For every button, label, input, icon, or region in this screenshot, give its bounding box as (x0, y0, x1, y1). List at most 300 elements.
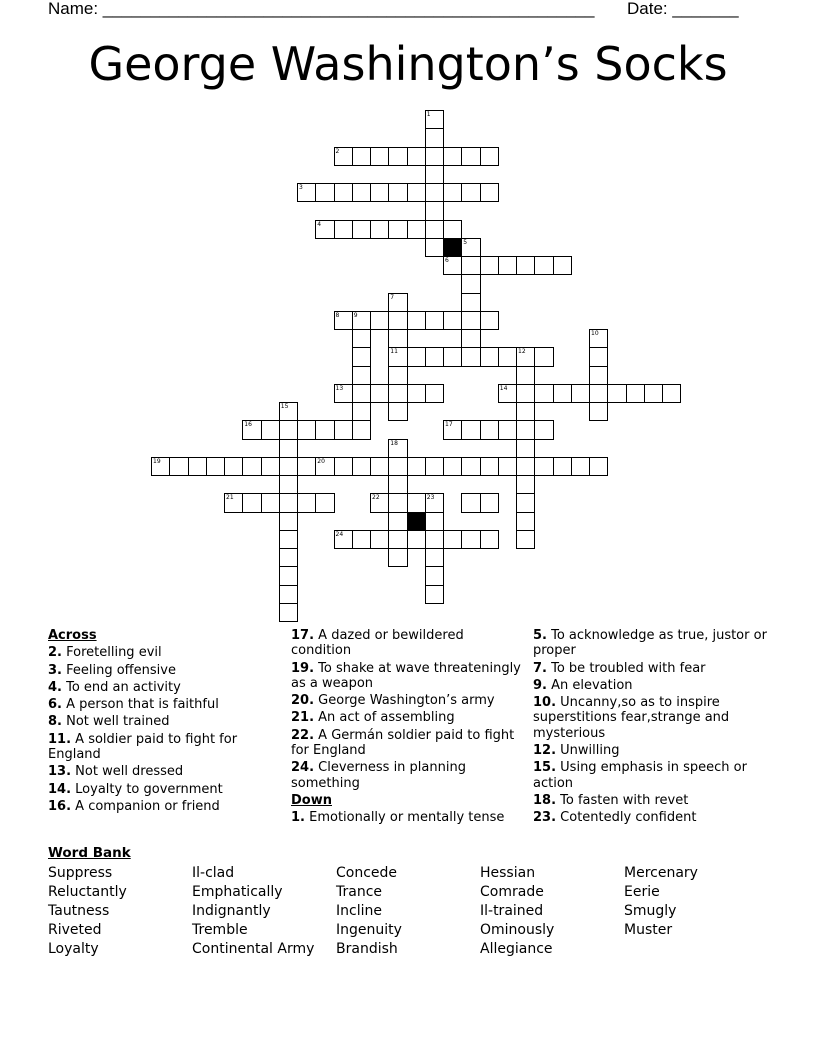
crossword-cell[interactable] (425, 238, 444, 257)
crossword-cell[interactable] (534, 256, 553, 275)
clue-number: 17 (445, 421, 453, 429)
crossword-cell[interactable] (279, 530, 298, 549)
clue-number: 10 (591, 330, 599, 337)
crossword-cell[interactable] (279, 439, 298, 458)
clue-number: 7 (390, 293, 395, 301)
crossword-cell[interactable] (662, 384, 681, 403)
clue-text: Unwilling (556, 743, 620, 759)
clue-text: A soldier paid to fight for England (48, 731, 238, 763)
word-bank-word: Trance (336, 884, 383, 900)
clue-number: 19 (153, 457, 161, 465)
clue-item (48, 799, 273, 814)
word-bank-word: Il-trained (480, 903, 544, 919)
crossword-cell[interactable] (388, 347, 407, 366)
crossword-cell[interactable] (279, 475, 298, 494)
clue-number: 21 (226, 494, 234, 502)
crossword-cell[interactable] (370, 311, 389, 330)
clue-number: 9 (353, 311, 358, 319)
clue-number-label: 20. (291, 693, 315, 709)
crossword-cell[interactable] (425, 384, 444, 403)
word-bank-word: Loyalty (48, 941, 99, 957)
crossword-cell[interactable] (443, 220, 462, 239)
crossword-cell[interactable] (352, 384, 371, 403)
crossword-cell[interactable] (388, 493, 407, 512)
crossword-cell[interactable] (279, 548, 298, 567)
word-bank-word: Mercenary (624, 865, 698, 881)
clue-number-label: 3. (48, 662, 62, 678)
crossword-cell[interactable] (407, 220, 426, 239)
crossword-cell[interactable] (461, 238, 480, 257)
crossword-cell[interactable] (516, 366, 535, 385)
clue-number-label: 7. (533, 660, 547, 676)
crossword-cell[interactable] (407, 347, 426, 366)
crossword-cell[interactable] (589, 402, 608, 421)
crossword-cell[interactable] (334, 384, 353, 403)
word-bank-word: Reluctantly (48, 884, 127, 900)
crossword-cell[interactable] (425, 183, 444, 202)
clue-number: 23 (426, 494, 435, 502)
crossword-cell[interactable] (352, 311, 371, 330)
crossword-cell[interactable] (480, 311, 499, 330)
crossword-cell[interactable] (388, 439, 407, 458)
clue-number-label: 15. (533, 760, 557, 776)
clue-number: 4 (317, 220, 322, 228)
crossword-cell[interactable] (242, 493, 261, 512)
clue-item (291, 810, 523, 825)
crossword-cell[interactable] (425, 147, 444, 166)
word-bank-word: Eerie (624, 884, 660, 900)
crossword-cell[interactable] (315, 220, 334, 239)
clue-number-label: 19. (291, 660, 315, 676)
word-bank-word: Emphatically (192, 884, 283, 900)
crossword-cell[interactable] (461, 347, 480, 366)
crossword-cell[interactable] (443, 311, 462, 330)
clue-number: 6 (445, 257, 449, 264)
crossword-cell[interactable] (279, 512, 298, 531)
crossword-cell[interactable] (516, 493, 535, 512)
crossword-cell[interactable] (461, 183, 480, 202)
crossword-cell[interactable] (425, 165, 444, 184)
crossword-cell[interactable] (407, 493, 426, 512)
clue-number: 16 (244, 421, 252, 429)
crossword-cell[interactable] (388, 402, 407, 421)
crossword-cell[interactable] (352, 183, 371, 202)
clue-item (533, 760, 773, 791)
word-bank-word: Muster (624, 922, 673, 938)
crossword-cell[interactable] (352, 347, 371, 366)
crossword-cell[interactable] (443, 147, 462, 166)
clue-number-label: 23. (533, 810, 557, 826)
crossword-cell[interactable] (425, 347, 444, 366)
across-heading: Across (48, 628, 97, 643)
crossword-cell[interactable] (297, 493, 316, 512)
crossword-cell[interactable] (224, 493, 243, 512)
crossword-cell[interactable] (425, 493, 444, 512)
word-bank-word: Ominously (480, 922, 555, 938)
clue-number-label: 24. (291, 760, 315, 776)
clue-text: To acknowledge as true, justor or proper (533, 628, 767, 659)
crossword-cell[interactable] (589, 347, 608, 366)
crossword-cell[interactable] (425, 530, 444, 549)
clue-number-label: 9. (533, 677, 547, 693)
crossword-cell[interactable] (425, 585, 444, 604)
crossword-cell[interactable] (315, 457, 334, 476)
clue-number-label: 6. (48, 697, 62, 713)
word-bank-word: Suppress (48, 865, 113, 881)
crossword-cell[interactable] (461, 311, 480, 330)
crossword-cell[interactable] (534, 457, 553, 476)
clue-number: 22 (372, 494, 380, 502)
clue-item (291, 760, 523, 791)
crossword-cell[interactable] (407, 530, 426, 549)
crossword-cell[interactable] (480, 493, 499, 512)
clue-text: A person that is faithful (61, 697, 219, 713)
crossword-cell[interactable] (352, 530, 371, 549)
crossword-cell[interactable] (315, 420, 334, 439)
crossword-cell[interactable] (388, 457, 407, 476)
crossword-cell[interactable] (370, 457, 389, 476)
crossword-cell[interactable] (388, 384, 407, 403)
crossword-cell[interactable] (279, 402, 298, 421)
crossword-cell[interactable] (388, 366, 407, 385)
crossword-cell[interactable] (461, 147, 480, 166)
crossword-cell[interactable] (516, 512, 535, 531)
clue-item (533, 743, 773, 758)
clue-item (48, 782, 273, 797)
crossword-cell[interactable] (297, 183, 316, 202)
crossword-black-cell (443, 238, 462, 257)
word-bank-word: Il-clad (192, 865, 235, 881)
crossword-cell[interactable] (461, 329, 480, 348)
clue-number-label: 14. (48, 781, 72, 797)
crossword-cell[interactable] (334, 457, 353, 476)
word-bank-word: Concede (336, 865, 398, 881)
crossword-cell[interactable] (534, 420, 553, 439)
clue-text: A dazed or bewildered condition (291, 628, 464, 659)
crossword-cell[interactable] (352, 147, 371, 166)
clue-item (291, 710, 523, 725)
clue-item (533, 810, 773, 825)
crossword-cell[interactable] (443, 530, 462, 549)
clue-number-label: 18. (533, 792, 557, 808)
clue-number: 14 (499, 384, 508, 392)
crossword-cell[interactable] (279, 457, 298, 476)
crossword-cell[interactable] (461, 457, 480, 476)
crossword-cell[interactable] (388, 220, 407, 239)
clue-text: To be troubled with fear (546, 660, 706, 676)
crossword-cell[interactable] (571, 457, 590, 476)
crossword-cell[interactable] (443, 183, 462, 202)
clues-column-3 (533, 628, 773, 828)
word-bank-word: Allegiance (480, 941, 553, 957)
clue-number-label: 1. (291, 810, 305, 826)
clue-item (48, 680, 273, 695)
clue-item (533, 678, 773, 693)
crossword-cell[interactable] (334, 420, 353, 439)
clue-item (48, 697, 273, 712)
clue-number: 8 (335, 311, 340, 319)
crossword-cell[interactable] (461, 493, 480, 512)
crossword-cell[interactable] (352, 366, 371, 385)
clue-text: Feeling offensive (61, 662, 176, 678)
crossword-cell[interactable] (425, 512, 444, 531)
clue-number-label: 5. (533, 628, 547, 643)
crossword-cell[interactable] (425, 220, 444, 239)
word-bank-word: Ingenuity (336, 922, 402, 938)
word-bank-word: Smugly (624, 903, 677, 919)
clue-number-label: 11. (48, 731, 72, 747)
crossword-cell[interactable] (334, 183, 353, 202)
clue-number-label: 4. (48, 679, 62, 695)
clue-item (291, 693, 523, 708)
clue-text: Cleverness in planning something (291, 760, 466, 791)
clue-number-label: 12. (533, 743, 557, 759)
clue-number-label: 8. (48, 714, 62, 730)
clue-text: A companion or friend (71, 798, 220, 814)
crossword-cell[interactable] (388, 147, 407, 166)
crossword-cell[interactable] (480, 420, 499, 439)
crossword-cell[interactable] (534, 384, 553, 403)
crossword-cell[interactable] (407, 183, 426, 202)
crossword-cell[interactable] (388, 183, 407, 202)
crossword-cell[interactable] (589, 457, 608, 476)
crossword-cell[interactable] (480, 256, 499, 275)
clue-number-label: 16. (48, 798, 72, 814)
clue-item (48, 663, 273, 678)
word-bank-title: Word Bank (48, 845, 131, 861)
crossword-black-cell (407, 512, 426, 531)
crossword-cell[interactable] (352, 457, 371, 476)
crossword-cell[interactable] (589, 384, 608, 403)
crossword-cell[interactable] (516, 384, 535, 403)
clue-number-label: 13. (48, 764, 72, 780)
clue-text: A Germán soldier paid to fight for England (291, 727, 515, 759)
crossword-cell[interactable] (315, 493, 334, 512)
crossword-cell[interactable] (407, 147, 426, 166)
crossword-cell[interactable] (334, 147, 353, 166)
crossword-cell[interactable] (407, 311, 426, 330)
crossword-cell[interactable] (498, 384, 517, 403)
crossword-cell[interactable] (425, 201, 444, 220)
crossword-cell[interactable] (553, 256, 572, 275)
crossword-cell[interactable] (498, 256, 517, 275)
clue-text: Emotionally or mentally tense (304, 810, 505, 826)
date-label: Date: _______ (627, 0, 739, 18)
clue-number: 1 (426, 111, 431, 118)
crossword-cell[interactable] (297, 457, 316, 476)
crossword-cell[interactable] (461, 293, 480, 312)
crossword-cell[interactable] (352, 220, 371, 239)
clue-item (533, 793, 773, 808)
crossword-cell[interactable] (443, 347, 462, 366)
crossword-cell[interactable] (480, 457, 499, 476)
crossword-cell[interactable] (480, 147, 499, 166)
crossword-cell[interactable] (461, 256, 480, 275)
crossword-cell[interactable] (352, 329, 371, 348)
crossword-cell[interactable] (480, 347, 499, 366)
clue-text: Loyalty to government (71, 781, 223, 797)
crossword-cell[interactable] (480, 530, 499, 549)
clue-text: Not well dressed (71, 764, 184, 780)
clue-number: 11 (390, 348, 398, 356)
crossword-cell[interactable] (388, 548, 407, 567)
clue-text: An act of assembling (314, 710, 455, 726)
crossword-cell[interactable] (261, 420, 280, 439)
crossword-cell[interactable] (261, 457, 280, 476)
word-bank-word: Continental Army (192, 941, 315, 957)
crossword-cell[interactable] (516, 457, 535, 476)
word-bank-column (336, 864, 402, 959)
crossword-cell[interactable] (553, 457, 572, 476)
page-title: George Washington’s Socks (88, 37, 728, 91)
crossword-cell[interactable] (607, 384, 626, 403)
crossword-cell[interactable] (516, 530, 535, 549)
crossword-cell[interactable] (388, 512, 407, 531)
crossword-cell[interactable] (388, 293, 407, 312)
crossword-cell[interactable] (334, 220, 353, 239)
crossword-cell[interactable] (516, 347, 535, 366)
crossword-cell[interactable] (206, 457, 225, 476)
clue-item (48, 764, 273, 779)
crossword-cell[interactable] (352, 420, 371, 439)
clues-column-2 (291, 628, 523, 828)
crossword-cell[interactable] (425, 566, 444, 585)
clue-number-label: 21. (291, 710, 315, 726)
crossword-cell[interactable] (388, 329, 407, 348)
clue-text: To shake at wave threateningly as a weapon (291, 660, 521, 691)
crossword-cell[interactable] (571, 384, 590, 403)
crossword-cell[interactable] (242, 420, 261, 439)
crossword-cell[interactable] (407, 384, 426, 403)
crossword-cell[interactable] (370, 147, 389, 166)
crossword-cell[interactable] (461, 530, 480, 549)
clue-item (533, 661, 773, 676)
clue-item (48, 645, 273, 660)
clue-text: To fasten with revet (556, 792, 689, 808)
crossword-cell[interactable] (644, 384, 663, 403)
clue-number: 18 (390, 439, 398, 447)
crossword-cell[interactable] (534, 347, 553, 366)
crossword-cell[interactable] (516, 475, 535, 494)
name-label: Name: ____________________________________________________ (48, 0, 595, 18)
crossword-cell[interactable] (297, 420, 316, 439)
crossword-cell[interactable] (498, 420, 517, 439)
crossword-cell[interactable] (279, 420, 298, 439)
clue-number: 15 (280, 403, 289, 410)
crossword-cell[interactable] (626, 384, 645, 403)
crossword-cell[interactable] (498, 347, 517, 366)
crossword-cell[interactable] (443, 420, 462, 439)
crossword-cell[interactable] (516, 439, 535, 458)
crossword-cell[interactable] (425, 128, 444, 147)
word-bank-word: Comrade (480, 884, 544, 900)
clue-text: Not well trained (61, 714, 170, 730)
crossword-cell[interactable] (388, 475, 407, 494)
clue-item (291, 661, 523, 692)
crossword-cell[interactable] (461, 420, 480, 439)
word-bank-column (624, 864, 698, 940)
clues-column-1 (48, 628, 273, 816)
clue-text: George Washington’s army (314, 693, 495, 709)
crossword-cell[interactable] (169, 457, 188, 476)
clue-number: 20 (317, 457, 325, 465)
word-bank-word: Brandish (336, 941, 398, 957)
crossword-cell[interactable] (388, 311, 407, 330)
clue-item (533, 628, 773, 659)
clue-text: Foretelling evil (61, 645, 162, 661)
clue-item (48, 714, 273, 729)
crossword-cell[interactable] (425, 311, 444, 330)
clue-number: 5 (463, 238, 468, 246)
crossword-cell[interactable] (425, 457, 444, 476)
crossword-cell[interactable] (370, 384, 389, 403)
crossword-cell[interactable] (425, 548, 444, 567)
clue-text: Cotentedly confident (556, 810, 697, 826)
crossword-cell[interactable] (388, 530, 407, 549)
crossword-cell[interactable] (188, 457, 207, 476)
crossword-cell[interactable] (407, 457, 426, 476)
clue-number: 3 (299, 184, 303, 191)
word-bank-word: Hessian (480, 865, 536, 881)
clue-number: 13 (335, 384, 344, 392)
clue-text: Using emphasis in speech or action (533, 760, 747, 791)
word-bank-word: Tautness (48, 903, 110, 919)
crossword-cell[interactable] (352, 402, 371, 421)
clue-item (291, 728, 523, 759)
crossword-cell[interactable] (443, 457, 462, 476)
crossword-cell[interactable] (553, 384, 572, 403)
crossword-cell[interactable] (279, 585, 298, 604)
clue-number-label: 17. (291, 628, 315, 643)
crossword-cell[interactable] (315, 183, 334, 202)
crossword-cell[interactable] (425, 110, 444, 129)
clue-number-label: 10. (533, 695, 557, 711)
clue-number: 12 (518, 348, 526, 356)
crossword-cell[interactable] (461, 274, 480, 293)
crossword-cell[interactable] (443, 256, 462, 275)
crossword-cell[interactable] (334, 530, 353, 549)
crossword-cell[interactable] (370, 530, 389, 549)
crossword-cell[interactable] (261, 493, 280, 512)
crossword-cell[interactable] (370, 493, 389, 512)
crossword-cell[interactable] (370, 220, 389, 239)
crossword-cell[interactable] (224, 457, 243, 476)
clue-text: An elevation (546, 677, 633, 693)
crossword-cell[interactable] (480, 183, 499, 202)
clue-text: To end an activity (61, 679, 181, 695)
crossword-cell[interactable] (334, 311, 353, 330)
crossword-cell[interactable] (516, 420, 535, 439)
clue-number-label: 2. (48, 645, 62, 661)
clue-item (48, 732, 273, 763)
crossword-cell[interactable] (279, 493, 298, 512)
crossword-cell[interactable] (242, 457, 261, 476)
crossword-cell[interactable] (279, 566, 298, 585)
crossword-cell[interactable] (498, 457, 517, 476)
crossword-cell[interactable] (151, 457, 170, 476)
clue-number: 2 (335, 147, 340, 155)
crossword-cell[interactable] (589, 329, 608, 348)
clue-text: Uncanny,so as to inspire superstitions fear,strange and mysterious (533, 695, 730, 741)
word-bank-word: Riveted (48, 922, 102, 938)
crossword-cell[interactable] (279, 603, 298, 622)
down-heading: Down (291, 792, 332, 808)
crossword-cell[interactable] (589, 366, 608, 385)
word-bank-word: Indignantly (192, 903, 271, 919)
crossword-cell[interactable] (370, 183, 389, 202)
crossword-cell[interactable] (516, 402, 535, 421)
crossword-cell[interactable] (516, 256, 535, 275)
